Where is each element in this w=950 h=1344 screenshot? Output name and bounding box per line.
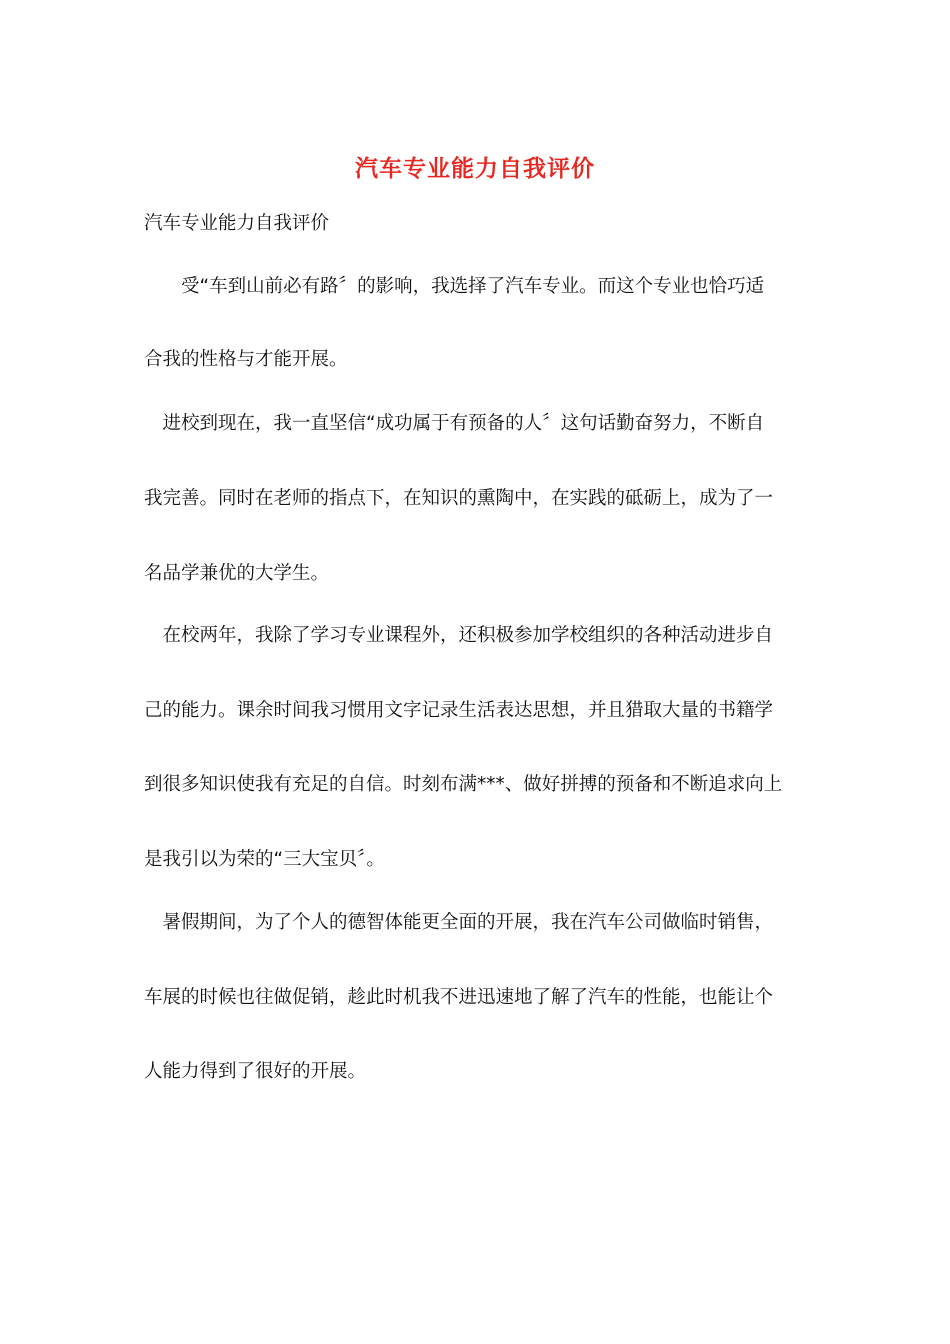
- document-subtitle: 汽车专业能力自我评价: [144, 213, 330, 234]
- body-line: 己的能力。课余时间我习惯用文字记录生活表达思想，并且猎取大量的书籍学: [144, 700, 774, 721]
- body-line: 在校两年，我除了学习专业课程外，还积极参加学校组织的各种活动进步自: [144, 625, 774, 646]
- body-line: 进校到现在，我一直坚信“成功属于有预备的人〞这句话勤奋努力，不断自: [144, 413, 765, 434]
- body-line: 合我的性格与才能开展。: [144, 349, 348, 370]
- body-line: 到很多知识使我有充足的自信。时刻布满***、做好拼搏的预备和不断追求向上: [144, 774, 783, 795]
- body-line: 人能力得到了很好的开展。: [144, 1061, 367, 1082]
- body-line: 是我引以为荣的“三大宝贝〞。: [144, 849, 385, 870]
- body-line: 车展的时候也往做促销，趁此时机我不进迅速地了解了汽车的性能，也能让个: [144, 987, 774, 1008]
- body-line: 暑假期间，为了个人的德智体能更全面的开展，我在汽车公司做临时销售，: [144, 912, 774, 933]
- document-title: 汽车专业能力自我评价: [355, 155, 595, 182]
- body-line: 受“车到山前必有路〞的影响，我选择了汽车专业。而这个专业也恰巧适: [144, 276, 765, 297]
- body-line: 名品学兼优的大学生。: [144, 563, 330, 584]
- body-line: 我完善。同时在老师的指点下，在知识的熏陶中，在实践的砥砺上，成为了一: [144, 488, 774, 509]
